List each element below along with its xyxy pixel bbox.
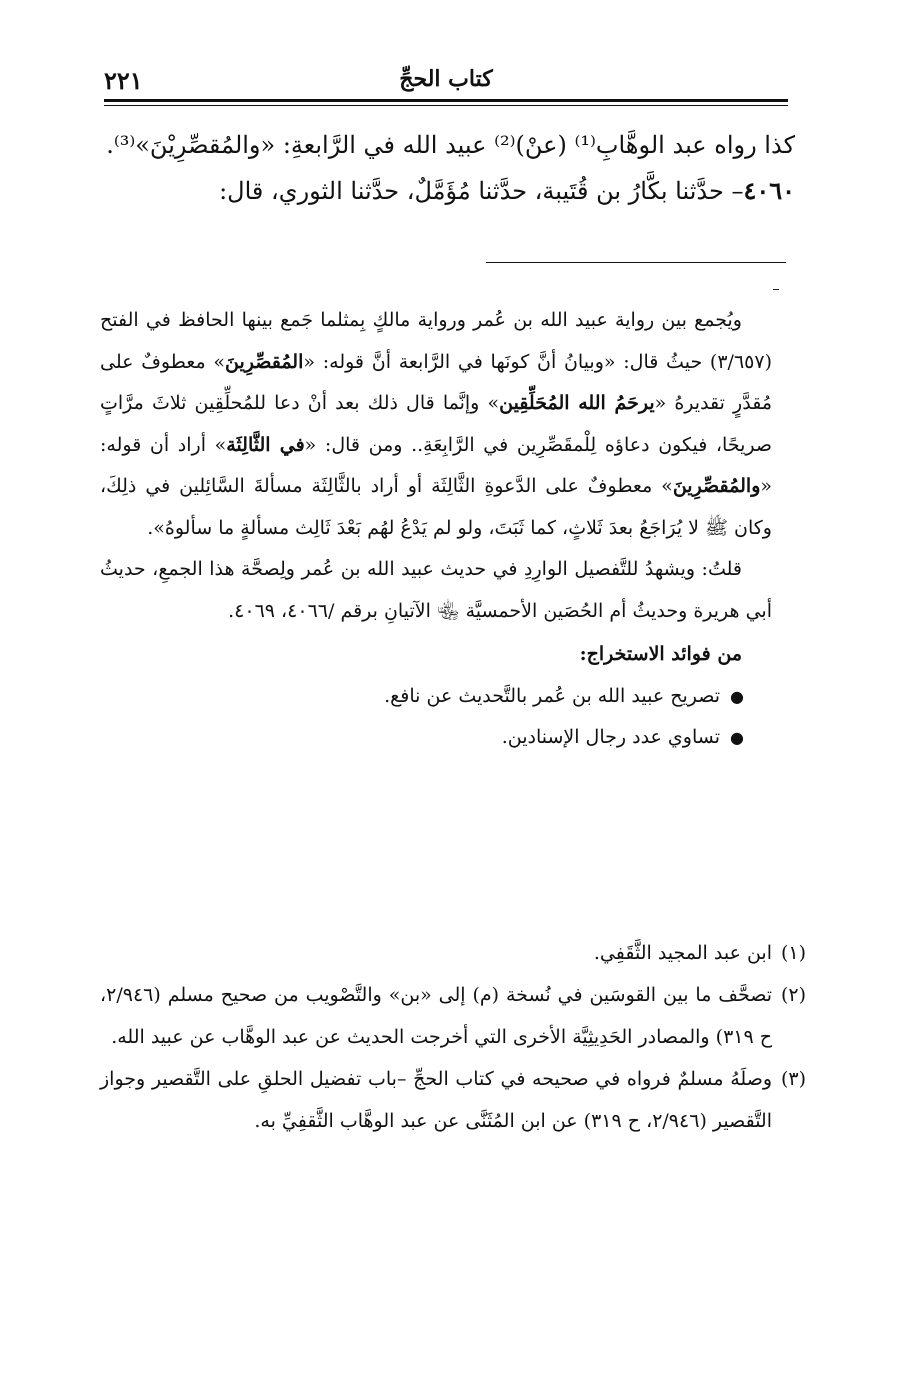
bullet-icon: ● [730, 686, 744, 706]
footnote-text: تصحَّف ما بين القوسَين في نُسخة (م) إلى «بن» والتَّصْويب من صحيح مسلم (٢/٩٤٦، ح ٣١٩) والمصادر الحَدِيثِيَّة الأخرى التي أخرجت الحديث عن عبد الوهَّاب عن عبيد الله. [100, 984, 772, 1048]
running-title: كتاب الحجِّ [399, 66, 493, 92]
footnote-text: وصلَهُ مسلمٌ فرواه في صحيحه في كتاب الحجِّ –باب تفضيل الحلقِ على التَّقصير وجواز التَّقصير (٢/٩٤٦، ح ٣١٩) عن ابن المُثَنَّى عن عبد الوهَّاب الثَّقفِيِّ به. [100, 1068, 772, 1132]
main-line-1: كذا رواه عبد الوهَّابِ⁽¹⁾ (عنْ)⁽²⁾ عبيد الله في الرَّابعةِ: «والمُقصِّرِيْنَ»⁽³⁾. [106, 131, 795, 159]
list-item [100, 676, 744, 718]
commentary-text: » وإنَّما قال ذلك بعد أنْ دعا للمُحلِّقِين ثلاثَ مرَّاتٍ صريحًا، فيكون دعاؤه لِلْمقَصِّرِين في الرَّابِعَةِ.. ومن قال: « [100, 392, 772, 456]
footnote-1 [100, 932, 806, 974]
commentary-paragraph-1 [100, 300, 772, 549]
commentary-text: ويُجمع بين رواية عبيد الله بن عُمر ورواية مالكٍ بِمثلما جَمع بينها الحافظ في الفتح (٣/٦٥٧) حيثُ قال: «وبيانُ أنَّ كونَها في الرَّابعة أنَّ قوله: « [100, 309, 772, 373]
footnote-text: ابن عبد المجيد الثَّقَفِي. [593, 942, 772, 964]
footnote-2 [100, 974, 806, 1058]
bold-quote: في الثَّالِثَة [226, 433, 305, 456]
bold-quote: المُقصِّرِينَ [225, 350, 304, 373]
page-header [104, 66, 788, 96]
bold-quote: يرحَمُ الله المُحَلِّقِين [499, 392, 655, 414]
footnote-number: (١) [780, 942, 806, 964]
main-text [95, 122, 795, 214]
header-rule-thin [104, 105, 788, 106]
benefits-list [100, 676, 772, 759]
commentary [100, 300, 772, 759]
margin-mark [773, 289, 779, 290]
bold-quote: والمُقصِّرِينَ [672, 475, 761, 497]
footnote-number: (٢) [780, 984, 806, 1006]
commentary-text: » معطوفٌ على الدَّعوةِ الثَّالِثَة أو أراد بالثَّالِثَة مسألةَ السَّائِلين في ذلِكَ، وكان ﷺ لا يُرَاجَعُ بعدَ ثَلاثٍ، كما ثَبَتَ، ولو لم يَدْعُ لهُم بَعْدَ ثَالِث مسألةٍ ما سألوهُ». [100, 475, 772, 539]
commentary-paragraph-2: قلتُ: ويشهدُ للتَّفصيل الوارِدِ في حديث عبيد الله بن عُمر ولِصحَّة هذا الجمعِ، حديثُ أبي هريرة وحديثُ أم الحُصَين الأحمسيَّة ﵄ الآتيانِ برقم /٤٠٦٦، ٤٠٦٩. [100, 558, 772, 622]
benefit-text: تصريح عبيد الله بن عُمر بالتَّحديث عن نافع. [384, 684, 720, 707]
footnote-number: (٣) [780, 1068, 806, 1090]
benefits-heading: من فوائد الاستخراج: [579, 643, 742, 665]
commentary-text: » أراد أن قوله: « [100, 433, 772, 497]
list-item [100, 717, 744, 759]
commentary-text: » معطوفٌ على مُقدَّرٍ تقديرهُ « [100, 350, 772, 414]
footnote-3 [100, 1058, 806, 1142]
bullet-icon: ● [730, 728, 744, 747]
footnotes [100, 932, 806, 1142]
benefit-text: تساوي عدد رجال الإسنادين. [501, 726, 720, 748]
footnote-separator [486, 262, 786, 263]
hadith-line [95, 168, 795, 214]
header-rule-thick [104, 99, 788, 102]
hadith-text: – حدَّثنا بكَّارُ بن قُتَيبة، حدَّثنا مُؤَمَّلٌ، حدَّثنا الثوري، قال: [219, 177, 744, 205]
page-number: ٢٢١ [104, 66, 143, 95]
hadith-number: ٤٠٦٠ [743, 176, 795, 205]
